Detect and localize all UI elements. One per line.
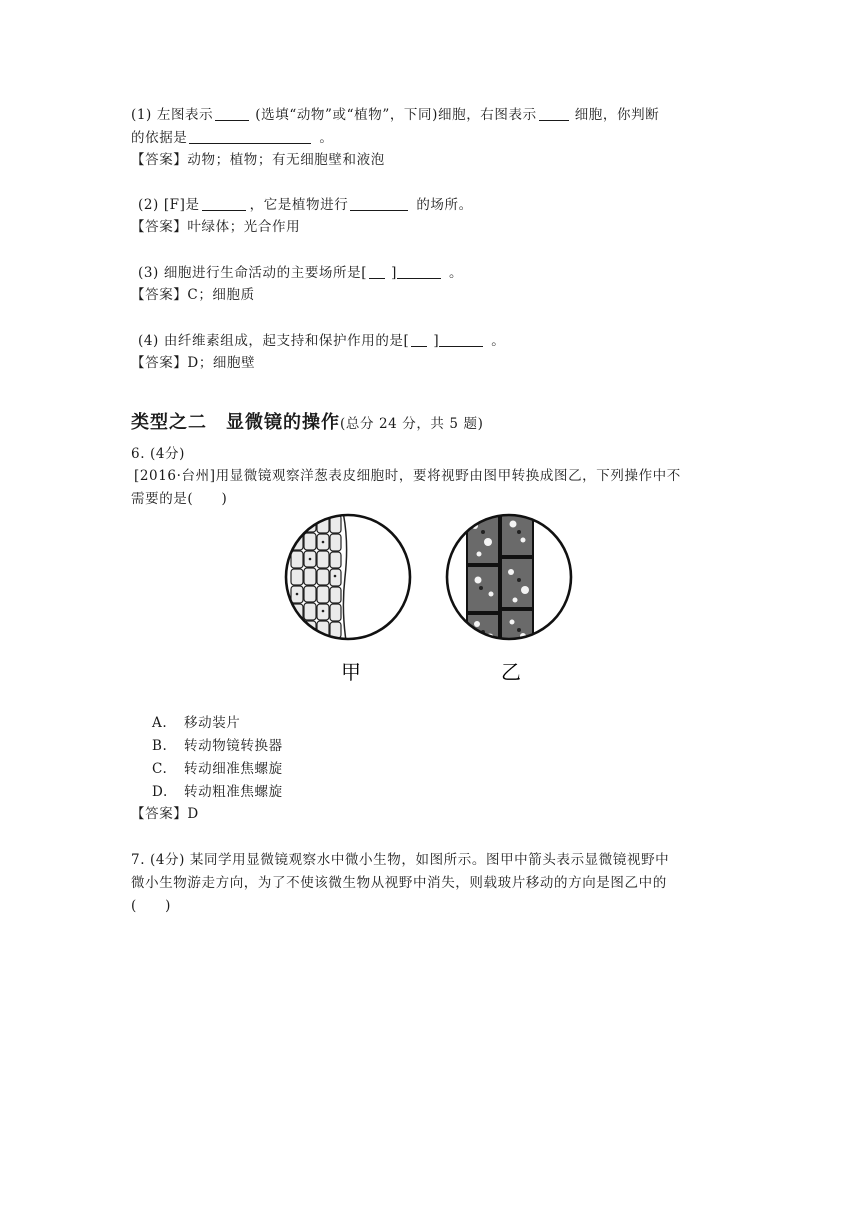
option-letter: A. <box>152 715 168 731</box>
answer-text: D；细胞壁 <box>187 355 256 371</box>
option-letter: D. <box>152 784 168 800</box>
option-a[interactable] <box>152 714 240 732</box>
option-text: 移动装片 <box>184 715 241 731</box>
q7-stem-line1: 7. (4分) 某同学用显微镜观察水中微小生物，如图所示。图甲中箭头表示显微镜视野中 <box>131 852 670 868</box>
answer-text: 动物；植物；有无细胞壁和液泡 <box>187 152 385 168</box>
answer-label: 【答案】 <box>131 219 188 235</box>
section-meta: (总分 24 分，共 5 题) <box>340 416 484 432</box>
q5-p3-answer <box>131 286 255 304</box>
answer-blank <box>189 130 311 144</box>
q5-p1-text: (选填“动物”或“植物”，下同)细胞，右图表示 <box>255 107 537 123</box>
option-letter: B. <box>152 738 168 754</box>
q5-p2-answer <box>131 218 300 236</box>
q7-stem-line2: 微小生物游走方向，为了不使该微生物从视野中消失，则载玻片移动的方向是图乙中的 <box>131 875 667 891</box>
field-of-view-yi <box>447 512 571 654</box>
answer-blank <box>539 107 569 121</box>
q5-p1-text: 左图表示 <box>156 107 214 123</box>
option-text: 转动细准焦螺旋 <box>184 761 283 777</box>
answer-label: 【答案】 <box>131 152 188 168</box>
q5-p1-line2 <box>131 129 334 147</box>
option-d[interactable] <box>152 783 283 801</box>
answer-label: 【答案】 <box>131 287 188 303</box>
answer-blank <box>215 107 249 121</box>
q5-p3-text: 。 <box>448 265 464 281</box>
q5-p2-line <box>138 196 473 214</box>
q5-p1-line1 <box>131 106 659 124</box>
q5-p2-text: 的场所。 <box>416 197 473 213</box>
q6-stem-line2: 需要的是( ) <box>131 491 228 507</box>
q5-p4-text: ] <box>433 333 440 349</box>
answer-text: C；细胞质 <box>187 287 255 303</box>
q5-p1-text: 的依据是 <box>131 130 188 146</box>
q5-p4-line <box>138 332 505 350</box>
q5-p4-text: (4) 由纤维素组成，起支持和保护作用的是[ <box>138 333 410 349</box>
q5-p2-text: ，它是植物进行 <box>249 197 349 213</box>
q5-p3-text: (3) 细胞进行生命活动的主要场所是[ <box>138 265 368 281</box>
option-b[interactable] <box>152 737 283 755</box>
figure-label-yi: 乙 <box>501 660 521 684</box>
q5-p1-text: 。 <box>319 130 334 146</box>
microscope-view-figure <box>283 512 583 692</box>
option-c[interactable] <box>152 760 283 778</box>
q5-p4-answer <box>131 354 255 372</box>
q5-p2-text: (2) [F]是 <box>138 197 200 213</box>
answer-blank <box>350 197 408 211</box>
answer-label: 【答案】 <box>131 355 188 371</box>
answer-blank <box>202 197 246 211</box>
section-title: 类型之二 显微镜的操作 <box>131 412 340 433</box>
answer-blank <box>411 333 427 347</box>
q5-p1-answer <box>131 151 385 169</box>
answer-blank <box>369 265 385 279</box>
q5-p1-text: 细胞，你判断 <box>574 107 660 123</box>
q5-p1-number: (1) <box>131 107 152 123</box>
option-letter: C. <box>152 761 168 777</box>
q6-header: 6. (4分) <box>131 446 185 462</box>
answer-blank <box>439 333 483 347</box>
q6-stem-line1: [2016·台州]用显微镜观察洋葱表皮细胞时，要将视野由图甲转换成图乙，下列操作中不 <box>134 468 681 484</box>
figure-label-jia: 甲 <box>341 660 361 684</box>
q6-answer <box>131 805 199 823</box>
answer-blank <box>397 265 441 279</box>
option-text: 转动粗准焦螺旋 <box>184 784 283 800</box>
q5-p4-text: 。 <box>491 333 506 349</box>
section-heading <box>131 408 483 434</box>
q7-stem-line3: ( ) <box>131 898 171 914</box>
answer-label: 【答案】 <box>131 806 188 822</box>
q5-p3-line <box>138 264 463 282</box>
answer-text: D <box>187 806 199 822</box>
answer-text: 叶绿体；光合作用 <box>187 219 301 235</box>
q5-p3-text: ] <box>391 265 397 281</box>
field-of-view-jia <box>283 512 410 647</box>
option-text: 转动物镜转换器 <box>184 738 283 754</box>
